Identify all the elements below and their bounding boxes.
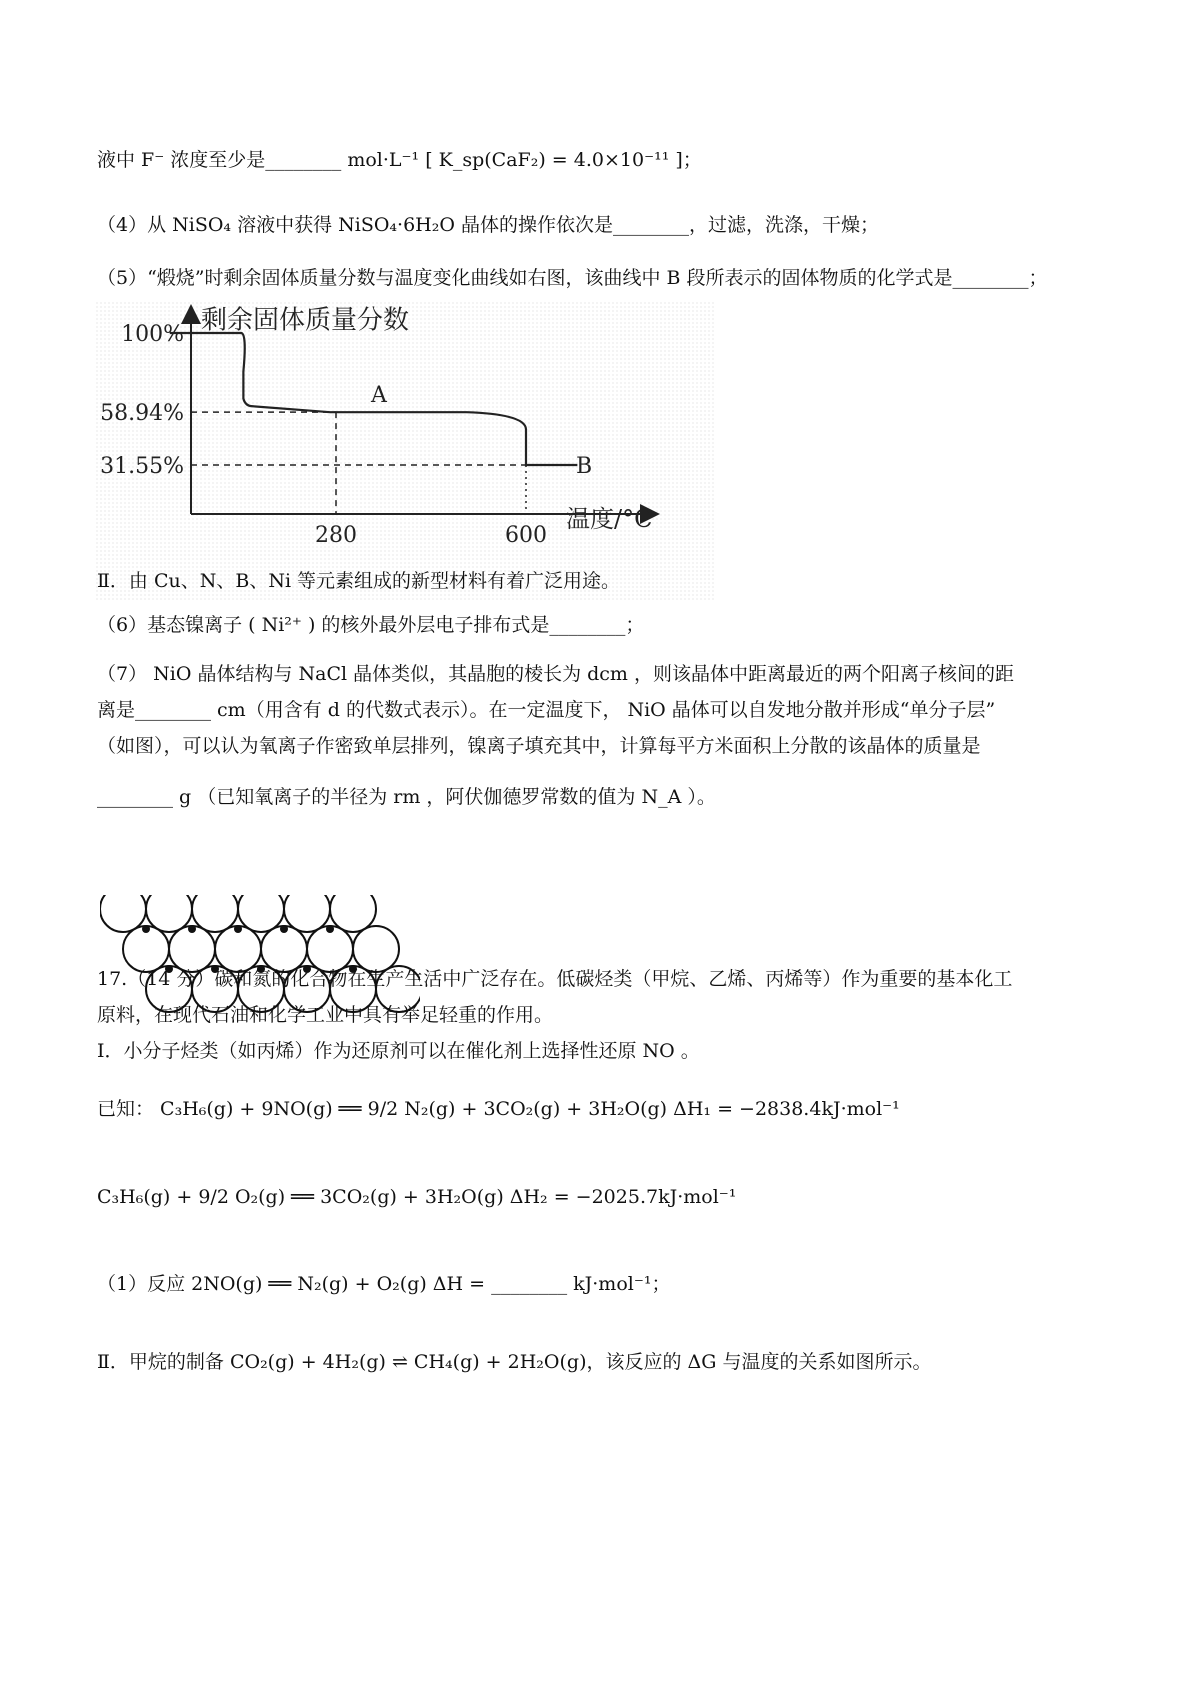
x-tick-label: 600 xyxy=(505,523,547,548)
q16-sub6: （6）基态镍离子 ( Ni²⁺ ) 的核外最外层电子排布式是________； xyxy=(97,614,645,636)
annotation-a: A xyxy=(371,383,387,409)
nickel-ion-dot xyxy=(188,925,196,933)
nickel-ion-dot xyxy=(326,925,334,933)
x-tick-label: 280 xyxy=(315,523,357,548)
mass-fraction-chart xyxy=(96,302,716,602)
q16-sub7-line2: 离是________ cm（用含有 d 的代数式表示）。在一定温度下， NiO 晶体可以自发地分散并形成“单分子层” xyxy=(97,699,996,721)
q16-sub7-line4: ________ g （已知氧离子的半径为 rm ，阿伏伽德罗常数的值为 N_A ）。 xyxy=(97,786,716,808)
q16-sub7-line1: （7） NiO 晶体结构与 NaCl 晶体类似，其晶胞的棱长为 dcm ，则该晶体中距离最近的两个阳离子核间的距 xyxy=(97,663,1014,685)
q17-sub1: （1）反应 2NO(g) ══ N₂(g) + O₂(g) ΔH = ________ kJ·mol⁻¹； xyxy=(97,1273,671,1295)
nickel-ion-dot xyxy=(280,925,288,933)
annotation-b: B xyxy=(576,454,593,479)
x-axis-label: 温度/°C xyxy=(566,505,653,533)
chart-background xyxy=(96,302,716,602)
q16-part2: Ⅱ．由 Cu、N、B、Ni 等元素组成的新型材料有着广泛用途。 xyxy=(97,570,621,592)
q16-sub5: （5）“煅烧”时剩余固体质量分数与温度变化曲线如右图，该曲线中 B 段所表示的固体物质的化学式是________； xyxy=(97,267,1048,289)
q16-sub4: （4）从 NiSO₄ 溶液中获得 NiSO₄·6H₂O 晶体的操作依次是________，过滤，洗涤，干燥； xyxy=(97,214,879,236)
nickel-ion-dot xyxy=(142,925,150,933)
q16-line-continued: 液中 F⁻ 浓度至少是________ mol·L⁻¹ [ K_sp(CaF₂) = 4.0×10⁻¹¹ ]； xyxy=(97,149,702,171)
y-tick-label: 100% xyxy=(121,322,184,347)
q17-equation2: C₃H₆(g) + 9/2 O₂(g) ══ 3CO₂(g) + 3H₂O(g) ΔH₂ = −2025.7kJ·mol⁻¹ xyxy=(97,1186,737,1208)
q17-part2: Ⅱ．甲烷的制备 CO₂(g) + 4H₂(g) ⇌ CH₄(g) + 2H₂O(g)，该反应的 ΔG 与温度的关系如图所示。 xyxy=(97,1351,932,1373)
chart-title: 剩余固体质量分数 xyxy=(201,305,410,336)
q17-line1: 17.（14 分）碳和氮的化合物在生产生活中广泛存在。低碳烃类（甲烷、乙烯、丙烯等）作为重要的基本化工 xyxy=(97,968,1013,990)
q17-equation1: 已知： C₃H₆(g) + 9NO(g) ══ 9/2 N₂(g) + 3CO₂(g) + 3H₂O(g) ΔH₁ = −2838.4kJ·mol⁻¹ xyxy=(97,1098,900,1120)
y-tick-label: 58.94% xyxy=(100,401,184,427)
q17-line2: 原料，在现代石油和化学工业中具有举足轻重的作用。 xyxy=(97,1004,554,1026)
nickel-ion-dot xyxy=(234,925,242,933)
q17-part1: Ⅰ．小分子烃类（如丙烯）作为还原剂可以在催化剂上选择性还原 NO 。 xyxy=(97,1040,700,1062)
q16-sub7-line3: （如图），可以认为氧离子作密致单层排列，镍离子填充其中，计算每平方米面积上分散的该晶体的质量是 xyxy=(97,735,981,757)
y-tick-label: 31.55% xyxy=(100,454,184,479)
